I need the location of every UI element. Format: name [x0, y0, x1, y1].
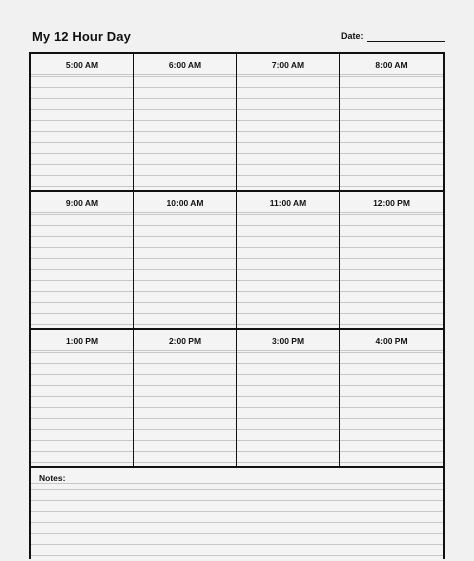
hour-label: 9:00 AM	[31, 192, 133, 213]
notes-area[interactable]	[31, 468, 443, 561]
hour-label: 8:00 AM	[340, 54, 443, 75]
schedule-sheet	[29, 52, 445, 559]
hour-block-9am[interactable]	[31, 192, 134, 330]
date-label: Date:	[341, 31, 364, 41]
hour-label: 10:00 AM	[134, 192, 236, 213]
hour-block-4pm[interactable]	[340, 330, 443, 468]
hour-block-3pm[interactable]	[237, 330, 340, 468]
hour-label: 2:00 PM	[134, 330, 236, 351]
hour-block-5am[interactable]	[31, 54, 134, 192]
hour-block-1pm[interactable]	[31, 330, 134, 468]
hour-label: 1:00 PM	[31, 330, 133, 351]
hour-block-7am[interactable]	[237, 54, 340, 192]
notes-label: Notes:	[31, 468, 443, 484]
page-title: My 12 Hour Day	[32, 29, 131, 44]
hour-block-8am[interactable]	[340, 54, 443, 192]
hour-label: 5:00 AM	[31, 54, 133, 75]
hour-block-6am[interactable]	[134, 54, 237, 192]
hour-label: 3:00 PM	[237, 330, 339, 351]
hour-label: 7:00 AM	[237, 54, 339, 75]
hour-block-11am[interactable]	[237, 192, 340, 330]
hour-grid	[31, 54, 443, 468]
hour-label: 6:00 AM	[134, 54, 236, 75]
hour-block-2pm[interactable]	[134, 330, 237, 468]
hour-label: 11:00 AM	[237, 192, 339, 213]
hour-block-12pm[interactable]	[340, 192, 443, 330]
hour-block-10am[interactable]	[134, 192, 237, 330]
hour-label: 4:00 PM	[340, 330, 443, 351]
hour-label: 12:00 PM	[340, 192, 443, 213]
date-field-line[interactable]	[367, 41, 445, 42]
